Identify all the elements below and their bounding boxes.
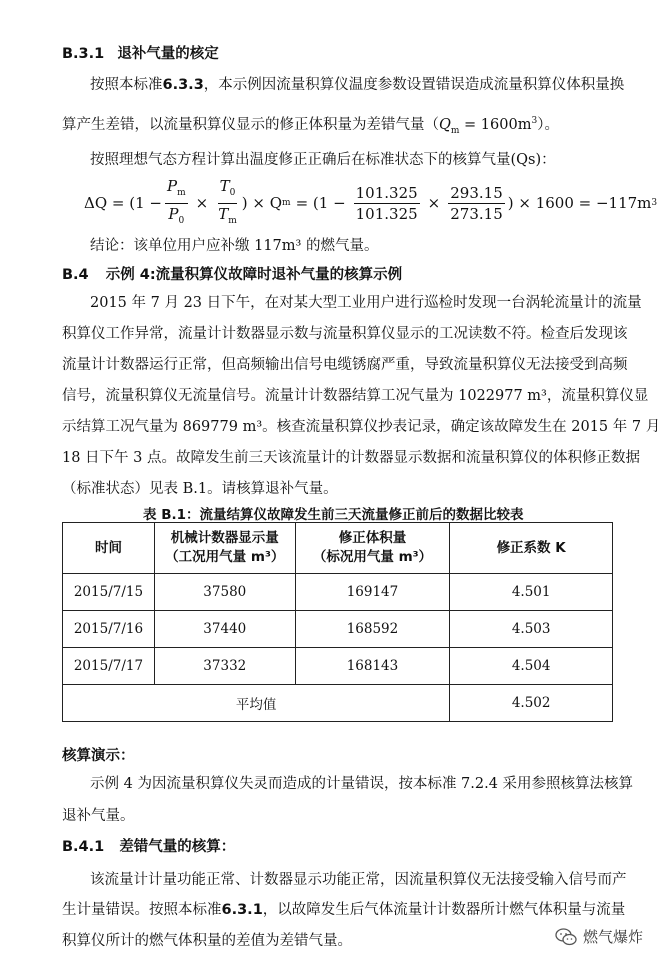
cell-corrected: 168592: [295, 611, 450, 648]
times-sign: ×: [195, 194, 209, 212]
cell-corrected: 169147: [295, 574, 450, 611]
section-heading-b41: [62, 835, 235, 856]
header-corrected: [295, 523, 450, 574]
paragraph-line: 示例 4 为因流量积算仪失灵而造成的计量错误，按本标准 7.2.4 采用参照核算法核算: [90, 776, 634, 792]
table-row: [63, 611, 613, 648]
times-sign: ×: [427, 194, 441, 212]
formula-lhs: ΔQ = (1 −: [84, 194, 162, 212]
cell-mech: 37332: [154, 648, 295, 685]
formula-var: P: [168, 204, 179, 223]
standard-reference: 6.3.3: [162, 77, 204, 93]
cell-mech: 37580: [154, 574, 295, 611]
paragraph-line: 退补气量。: [62, 808, 135, 824]
cell-date: 2015/7/16: [63, 611, 155, 648]
demo-heading: 核算演示：: [62, 748, 135, 764]
paragraph-line: 2015 年 7 月 23 日下午，在对某大型工业用户进行巡检时发现一台涡轮流量计的流量: [90, 295, 642, 311]
paragraph-line: 积算仪工作异常，流量计计数器显示数与流量积算仪显示的工况读数不符。检查后发现该: [62, 326, 628, 342]
section-number: B.4: [62, 267, 89, 283]
formula-sub: 0: [178, 215, 185, 226]
fraction-pressure-values: [354, 184, 420, 223]
text-span: 按照本标准: [90, 77, 163, 93]
formula-number: 101.325: [355, 204, 418, 223]
formula-number: 101.325: [355, 183, 418, 202]
formula-text: = (1 −: [295, 194, 346, 212]
text-span: ）。: [537, 117, 559, 133]
table-row: [63, 574, 613, 611]
paragraph-line: 信号，流量积算仪无流量信号。流量计计数器结算工况气量为 1022977 m³，流量积算仪显: [62, 388, 649, 404]
section-heading-b4: [62, 263, 402, 284]
data-table: [62, 522, 613, 722]
paragraph-line: 示结算工况气量为 869779 m³。核查流量积算仪抄表记录，确定该故障发生在 2015 年 7 月: [62, 419, 661, 435]
paragraph-line: [90, 73, 624, 94]
standard-reference: 6.3.1: [221, 902, 263, 918]
fraction-temperature-values: [448, 184, 505, 223]
wechat-icon: [555, 928, 577, 946]
fraction-pressure: [165, 177, 188, 230]
text-span: 算产生差错，以流量积算仪显示的修正体积量为差错气量（: [62, 117, 439, 133]
cell-average-value: 4.502: [450, 685, 613, 722]
cell-k: 4.504: [450, 648, 613, 685]
paragraph-line: 按照理想气态方程计算出温度修正正确后在标准状态下的核算气量(Qs)：: [90, 152, 556, 168]
paragraph-line: 流量计计数器运行正常，但高频输出信号电缆锈腐严重，导致流量积算仪无法接受到高频: [62, 357, 628, 373]
text-span: ，以故障发生后气体流量计计数器所计燃气体积量与流量: [262, 902, 626, 918]
formula-sup: 3: [651, 198, 658, 208]
text-span: 生计量错误。按照本标准: [62, 902, 222, 918]
paragraph-line: （标准状态）见表 B.1。请核算退补气量。: [62, 481, 338, 497]
watermark-text: 燃气爆炸: [583, 928, 644, 946]
section-number: B.3.1: [62, 46, 105, 62]
text-span: ，本示例因流量积算仪温度参数设置错误造成流量积算仪体积量换: [203, 77, 625, 93]
section-title: 示例 4:流量积算仪故障时退补气量的核算示例: [105, 267, 403, 283]
cell-k: 4.503: [450, 611, 613, 648]
temperature-correction-formula: [84, 178, 657, 228]
fraction-temperature: [216, 177, 239, 230]
cell-k: 4.501: [450, 574, 613, 611]
header-k: 修正系数 K: [450, 523, 613, 574]
cell-average-label: 平均值: [63, 685, 450, 722]
formula-number: 293.15: [450, 183, 503, 202]
header-line: （标况用气量 m³）: [312, 549, 433, 565]
formula-value: = 1600m: [459, 117, 532, 133]
paragraph-line: 积算仪所计的燃气体积量的差值为差错气量。: [62, 933, 352, 949]
formula-var: T: [218, 204, 229, 223]
section-title: 差错气量的核算：: [119, 839, 236, 855]
table-row: [63, 648, 613, 685]
header-line: （工况用气量 m³）: [165, 549, 285, 565]
cell-date: 2015/7/17: [63, 648, 155, 685]
formula-sub: m: [282, 198, 291, 208]
formula-sup: 3: [531, 116, 538, 127]
formula-sub: m: [177, 187, 186, 198]
formula-sub: 0: [229, 187, 236, 198]
table-caption: 表 B.1：流量结算仪故障发生前三天流量修正前后的数据比较表: [143, 507, 524, 523]
formula-var: T: [219, 176, 230, 195]
watermark: [555, 926, 643, 947]
formula-var: Q: [439, 117, 451, 133]
table-header-row: [63, 523, 613, 574]
paragraph-line: 18 日下午 3 点。故障发生前三天该流量计的计数器显示数据和流量积算仪的体积修正数据: [62, 450, 640, 466]
formula-number: 273.15: [450, 204, 503, 223]
header-mech: [154, 523, 295, 574]
paragraph-line: [62, 113, 559, 136]
header-line: 修正体积量: [338, 530, 407, 546]
formula-text: ) × Q: [241, 194, 283, 212]
section-title: 退补气量的核定: [117, 46, 219, 62]
formula-sub: m: [450, 125, 460, 136]
paragraph-line: [62, 898, 625, 919]
cell-mech: 37440: [154, 611, 295, 648]
table-average-row: [63, 685, 613, 722]
conclusion-text: 结论：该单位用户应补缴 117m³ 的燃气量。: [90, 238, 379, 254]
section-heading-b31: [62, 42, 219, 63]
formula-sub: m: [228, 215, 237, 226]
formula-result: ) × 1600 = −117m: [507, 194, 652, 212]
paragraph-line: 该流量计计量功能正常、计数器显示功能正常，因流量积算仪无法接受输入信号而产: [90, 872, 627, 888]
header-time: 时间: [63, 523, 155, 574]
header-line: 机械计数器显示量: [170, 530, 279, 546]
cell-date: 2015/7/15: [63, 574, 155, 611]
cell-corrected: 168143: [295, 648, 450, 685]
section-number: B.4.1: [62, 839, 105, 855]
formula-var: P: [166, 176, 178, 195]
